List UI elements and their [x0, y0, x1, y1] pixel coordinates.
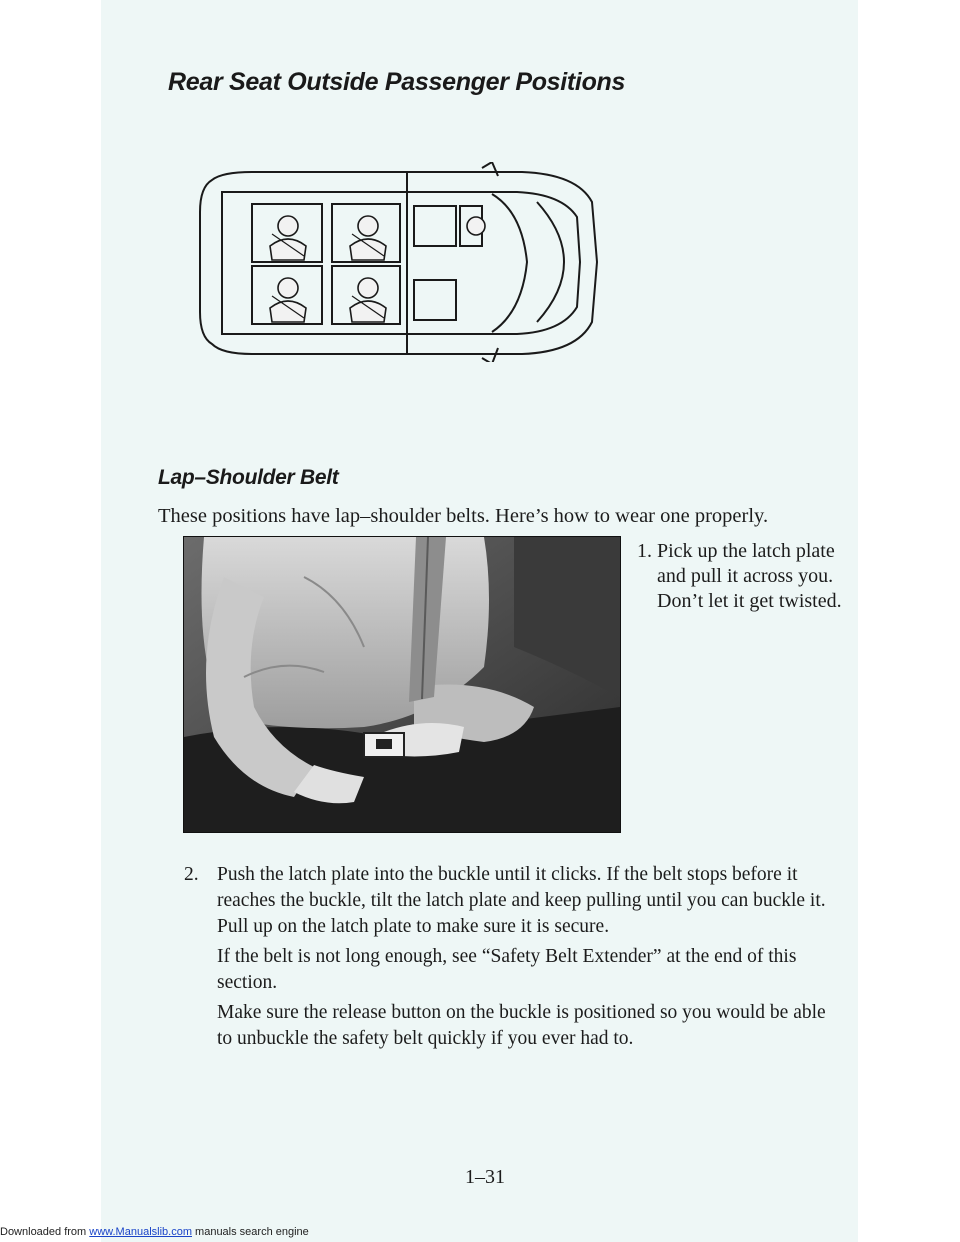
footer-prefix: Downloaded from	[0, 1226, 90, 1238]
manualslib-link[interactable]: www.Manualslib.com	[89, 1226, 192, 1238]
intro-text: These positions have lap–shoulder belts. Here’s how to wear one properly.	[158, 505, 769, 527]
release-button-note: Make sure the release button on the buckle is positioned so you would be able to unbuckle the safety belt quickly if you ever had to.	[217, 1002, 826, 1049]
page-number: 1–31	[465, 1166, 505, 1188]
step-text: Pick up the latch plate and pull it across you. Don’t let it get twisted.	[657, 540, 842, 612]
step-text: Push the latch plate into the buckle until it clicks. If the belt stops before it reaches the buckle, tilt the latch plate and keep pulling until you can buckle it. Pull up on the latch plate to make sure it is secure.	[217, 864, 826, 937]
download-footer	[0, 1226, 309, 1238]
section-subheading: Lap–Shoulder Belt	[158, 466, 339, 489]
extender-note: If the belt is not long enough, see “Safety Belt Extender” at the end of this section.	[217, 946, 797, 993]
vehicle-seating-diagram-icon	[192, 162, 602, 362]
seat-belt-buckling-illustration-icon	[183, 536, 621, 833]
page-heading: Rear Seat Outside Passenger Positions	[168, 68, 626, 96]
step-number: 1.	[637, 540, 652, 562]
step-number: 2.	[184, 864, 199, 885]
footer-suffix: manuals search engine	[191, 1226, 309, 1238]
